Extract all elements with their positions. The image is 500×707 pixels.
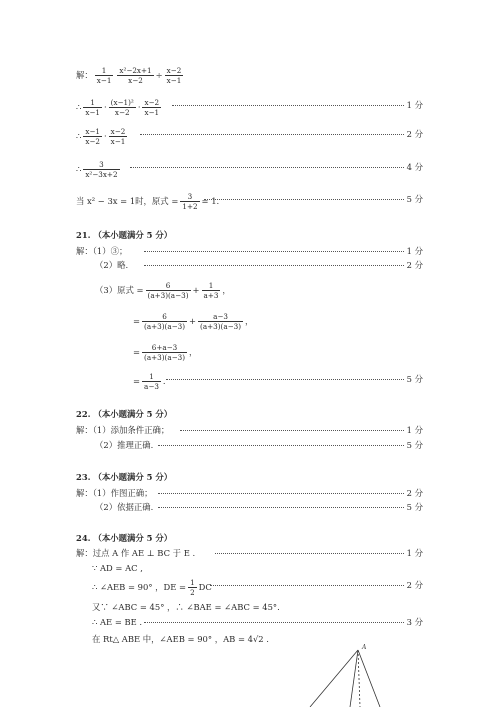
leader-dots (215, 553, 404, 554)
q23-title: 23. （本小题满分 5 分） (76, 472, 173, 482)
solution-line-4: ∴ $\frac{3}{\text{x²−3x+2}}$ 4 分 (76, 160, 423, 179)
vertex-label-a: A (362, 644, 367, 651)
score-label: 1 分 (406, 100, 423, 110)
leader-dots (144, 251, 404, 252)
q24-line-4: 又∵ ∠ABC = 45° ，∴ ∠BAE = ∠ABC = 45°. (92, 602, 280, 612)
leader-dots (210, 585, 404, 586)
q23-line-2: （2）依据正确. 5 分 (95, 502, 423, 512)
score-label: 4 分 (406, 162, 423, 172)
q21-line-6: = $\frac{1}{a-3}$ . 5 分 (133, 372, 423, 391)
q22-line-2: （2）推理正确. 5 分 (95, 440, 423, 450)
solution-line-3: ∴ $\frac{x-1}{x-2}$ · $\frac{x-2}{x-1}$ 2 分 (76, 127, 423, 146)
leader-dots (180, 430, 404, 431)
q24-title: 24. （本小题满分 5 分） (76, 533, 173, 543)
line-lead: 解： $\frac{1}{x-1}$ $\frac{\text{x²−2x+1}}{x-2}$ ÷ $\frac{x-2}{x-1}$ (76, 66, 182, 85)
leader-dots (158, 445, 404, 446)
q24-line-5: ∴ AE = BE . 3 分 (92, 617, 423, 627)
leader-dots (158, 493, 404, 494)
q24-line-6: 在 Rt△ ABE 中，∠AEB = 90° ，AB = 4√2 . (92, 634, 269, 644)
solution-line-1 (0, 66, 500, 85)
q23-line-1: 解：（1）作图正确； 2 分 (76, 488, 423, 498)
q22-line-1: 解：（1）添加条件正确； 1 分 (76, 425, 423, 435)
score-label: 5 分 (406, 194, 423, 204)
q24-line-1: 解：过点 A 作 AE ⊥ BC 于 E . 1 分 (76, 548, 423, 558)
leader-dots (172, 105, 404, 106)
q22-title: 22. （本小题满分 5 分） (76, 409, 173, 419)
score-label: 2 分 (406, 129, 423, 139)
q21-line-1: 解：（1）③； 1 分 (76, 246, 423, 256)
leader-dots (144, 622, 404, 623)
solution-line-5: 当 x² − 3x = 1时，原式 = $\frac{3}{1+2}$ = 1. 5 分 (76, 192, 423, 211)
leader-dots (144, 265, 404, 266)
triangle-figure (300, 640, 400, 707)
leader-dots (130, 167, 404, 168)
q24-line-3: ∴ ∠AEB = 90° ，DE = $\frac{1}{2}$ DC 2 分 (92, 578, 423, 597)
q21-line-4: = $\frac{6}{(a+3)(a-3)}$ + $\frac{a-3}{(a+3)(a-3)}$ ， (133, 312, 254, 331)
leader-dots (166, 379, 404, 380)
leader-dots (158, 507, 404, 508)
q21-title: 21. （本小题满分 5 分） (76, 230, 173, 240)
q21-line-5: = $\frac{6+a-3}{(a+3)(a-3)}$ ， (133, 343, 198, 362)
leader-dots (140, 134, 404, 135)
q24-line-2: ∵ AD = AC , (92, 563, 143, 573)
solution-line-2: ∴ $\frac{1}{x-1}$ · $\frac{\text{(x−1)²}}{x-2}$ · $\frac{x-2}{x-1}$ 1 分 (76, 98, 423, 117)
leader-dots (204, 199, 404, 200)
q21-line-3: （3）原式 = $\frac{6}{(a+3)(a-3)}$ + $\frac{1}{a+3}$ ， (95, 281, 231, 300)
q21-line-2: （2）略. 2 分 (95, 260, 423, 270)
